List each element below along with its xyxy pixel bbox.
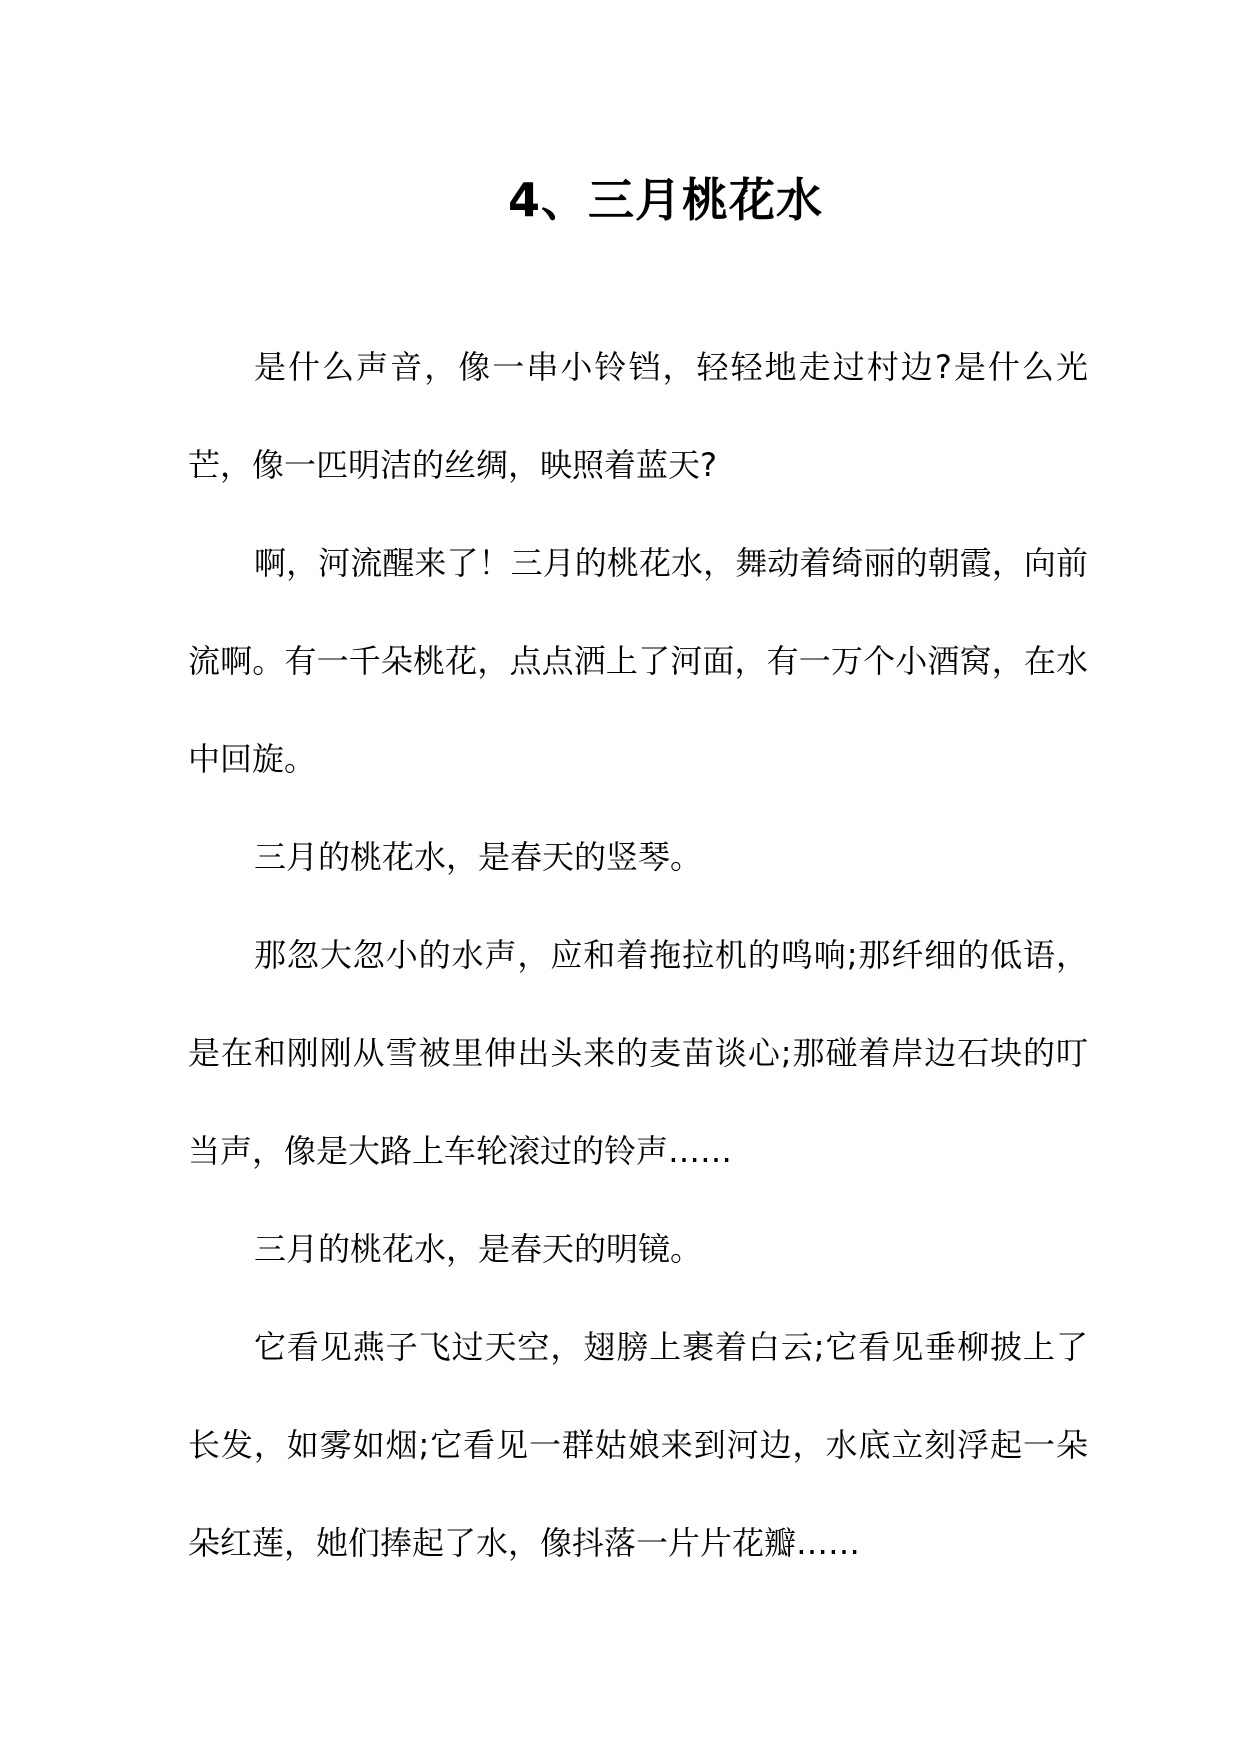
paragraph: 三月的桃花水，是春天的明镜。 bbox=[254, 1230, 703, 1268]
article-body bbox=[188, 318, 1088, 1592]
paragraph: 那忽大忽小的水声，应和着拖拉机的鸣响;那纤细的低语，是在和刚刚从雪被里伸出头来的麦苗谈心;那碰着岸边石块的叮当声，像是大路上车轮滚过的铃声…… bbox=[188, 936, 1088, 1170]
paragraph: 三月的桃花水，是春天的竖琴。 bbox=[254, 838, 703, 876]
page-title: 4、三月桃花水 bbox=[507, 173, 823, 227]
paragraph: 它看见燕子飞过天空，翅膀上裹着白云;它看见垂柳披上了长发，如雾如烟;它看见一群姑娘来到河边，水底立刻浮起一朵朵红莲，她们捧起了水，像抖落一片片花瓣…… bbox=[188, 1328, 1088, 1562]
paragraph: 是什么声音，像一串小铃铛，轻轻地走过村边?是什么光芒，像一匹明洁的丝绸，映照着蓝天? bbox=[188, 348, 1088, 484]
paragraph: 啊，河流醒来了！三月的桃花水，舞动着绮丽的朝霞，向前流啊。有一千朵桃花，点点洒上了河面，有一万个小酒窝，在水中回旋。 bbox=[188, 544, 1088, 778]
